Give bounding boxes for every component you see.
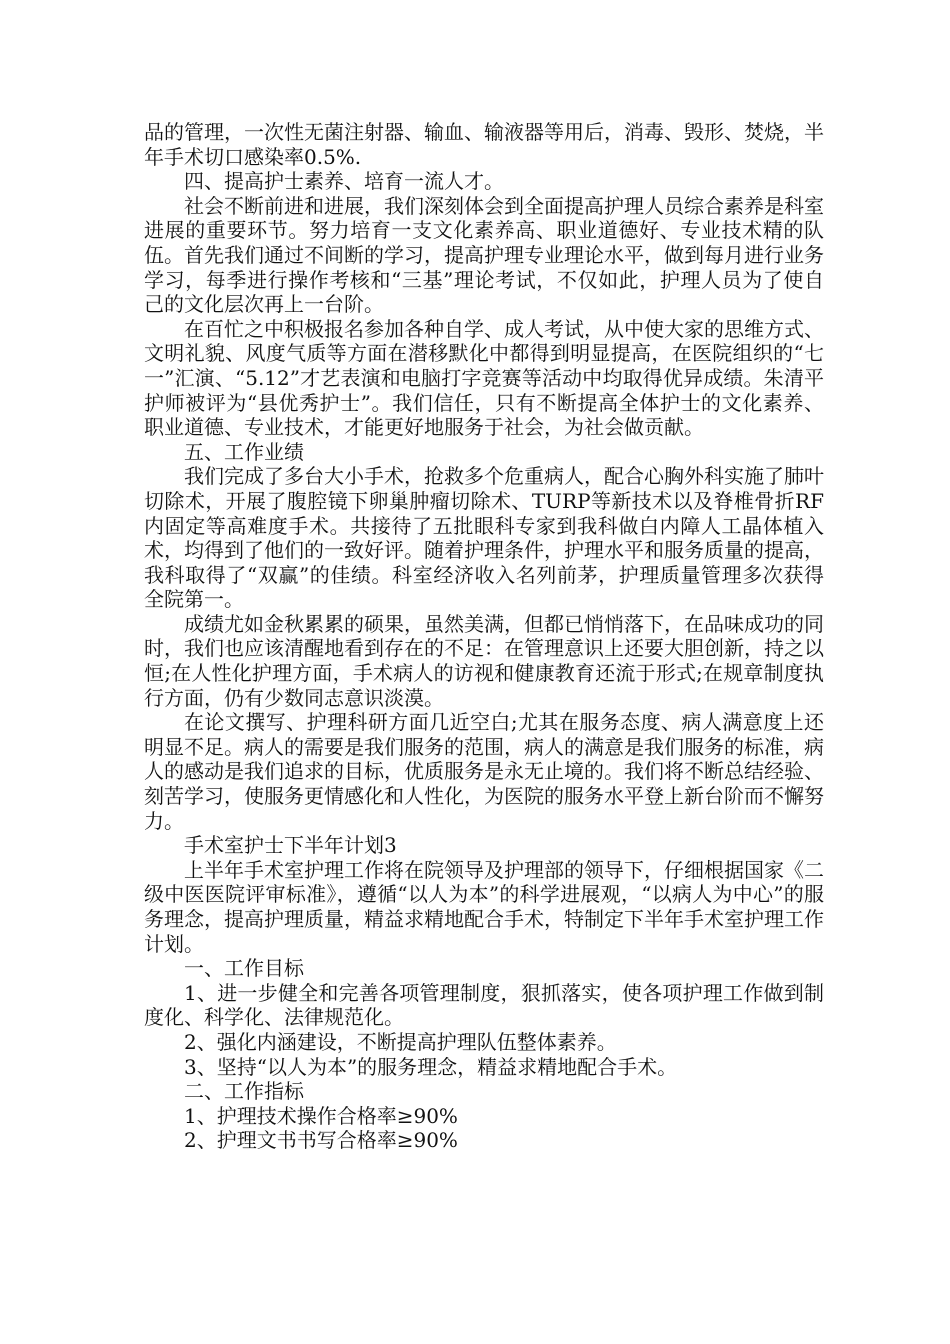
paragraph: 在百忙之中积极报名参加各种自学、成人考试，从中使大家的思维方式、文明礼貌、风度气质等方面在潜移默化中都得到明显提高，在医院组织的“七一”汇演、“5.12”才艺表演和电脑打字竞赛等活动中均取得优异成绩。朱清平护师被评为“县优秀护士”。我们信任，只有不断提高全体护士的文化素养、职业道德、专业技术，才能更好地服务于社会，为社会做贡献。 xyxy=(144,316,824,440)
list-item: 3、坚持“以人为本”的服务理念，精益求精地配合手术。 xyxy=(184,1054,678,1079)
section-heading-indicators: 二、工作指标 xyxy=(184,1079,304,1104)
document-page xyxy=(144,120,824,1153)
paragraph: 我们完成了多台大小手术，抢救多个危重病人，配合心胸外科实施了肺叶切除术，开展了腹腔镜下卵巢肿瘤切除术、TURP等新技术以及脊椎骨折RF内固定等高难度手术。共接待了五批眼科专家到我科做白内障人工晶体植入术，均得到了他们的一致好评。随着护理条件，护理水平和服务质量的提高，我科取得了“双赢”的佳绩。科室经济收入名列前茅，护理质量管理多次获得全院第一。 xyxy=(144,464,824,612)
section-heading-five: 五、工作业绩 xyxy=(184,439,304,464)
list-item: 1、护理技术操作合格率≥90% xyxy=(184,1103,458,1128)
paragraph: 上半年手术室护理工作将在院领导及护理部的领导下，仔细根据国家《二级中医医院评审标准》，遵循“以人为本”的科学进展观，“以病人为中心”的服务理念，提高护理质量，精益求精地配合手术，特制定下半年手术室护理工作计划。 xyxy=(144,857,824,956)
list-item: 2、护理文书书写合格率≥90% xyxy=(184,1128,458,1153)
paragraph: 在论文撰写、护理科研方面几近空白;尤其在服务态度、病人满意度上还明显不足。病人的需要是我们服务的范围，病人的满意是我们服务的标准，病人的感动是我们追求的目标，优质服务是永无止境的。我们将不断总结经验、刻苦学习，使服务更情感化和人性化，为医院的服务水平登上新台阶而不懈努力。 xyxy=(144,710,824,833)
list-item: 2、强化内涵建设，不断提高护理队伍整体素养。 xyxy=(184,1029,617,1054)
paragraph: 成绩尤如金秋累累的硕果，虽然美满，但都已悄悄落下，在品味成功的同时，我们也应该清醒地看到存在的不足：在管理意识上还要大胆创新，持之以恒;在人性化护理方面，手术病人的访视和健康教育还流于形式;在规章制度执行方面，仍有少数同志意识淡漠。 xyxy=(144,611,824,710)
section-heading-four: 四、提高护士素养、培育一流人才。 xyxy=(184,169,504,194)
paragraph-continuation: 品的管理，一次性无菌注射器、输血、输液器等用后，消毒、毁形、焚烧，半年手术切口感染率0.5%. xyxy=(144,120,824,169)
document-subtitle: 手术室护士下半年计划3 xyxy=(184,833,397,858)
list-item: 1、进一步健全和完善各项管理制度，狠抓落实，使各项护理工作做到制度化、科学化、法律规范化。 xyxy=(144,980,824,1030)
section-heading-goals: 一、工作目标 xyxy=(184,956,304,981)
paragraph: 社会不断前进和进展，我们深刻体会到全面提高护理人员综合素养是科室进展的重要环节。努力培育一支文化素养高、职业道德好、专业技术精的队伍。首先我们通过不间断的学习，提高护理专业理论水平，做到每月进行业务学习，每季进行操作考核和“三基”理论考试，不仅如此，护理人员为了使自己的文化层次再上一台阶。 xyxy=(144,193,824,317)
